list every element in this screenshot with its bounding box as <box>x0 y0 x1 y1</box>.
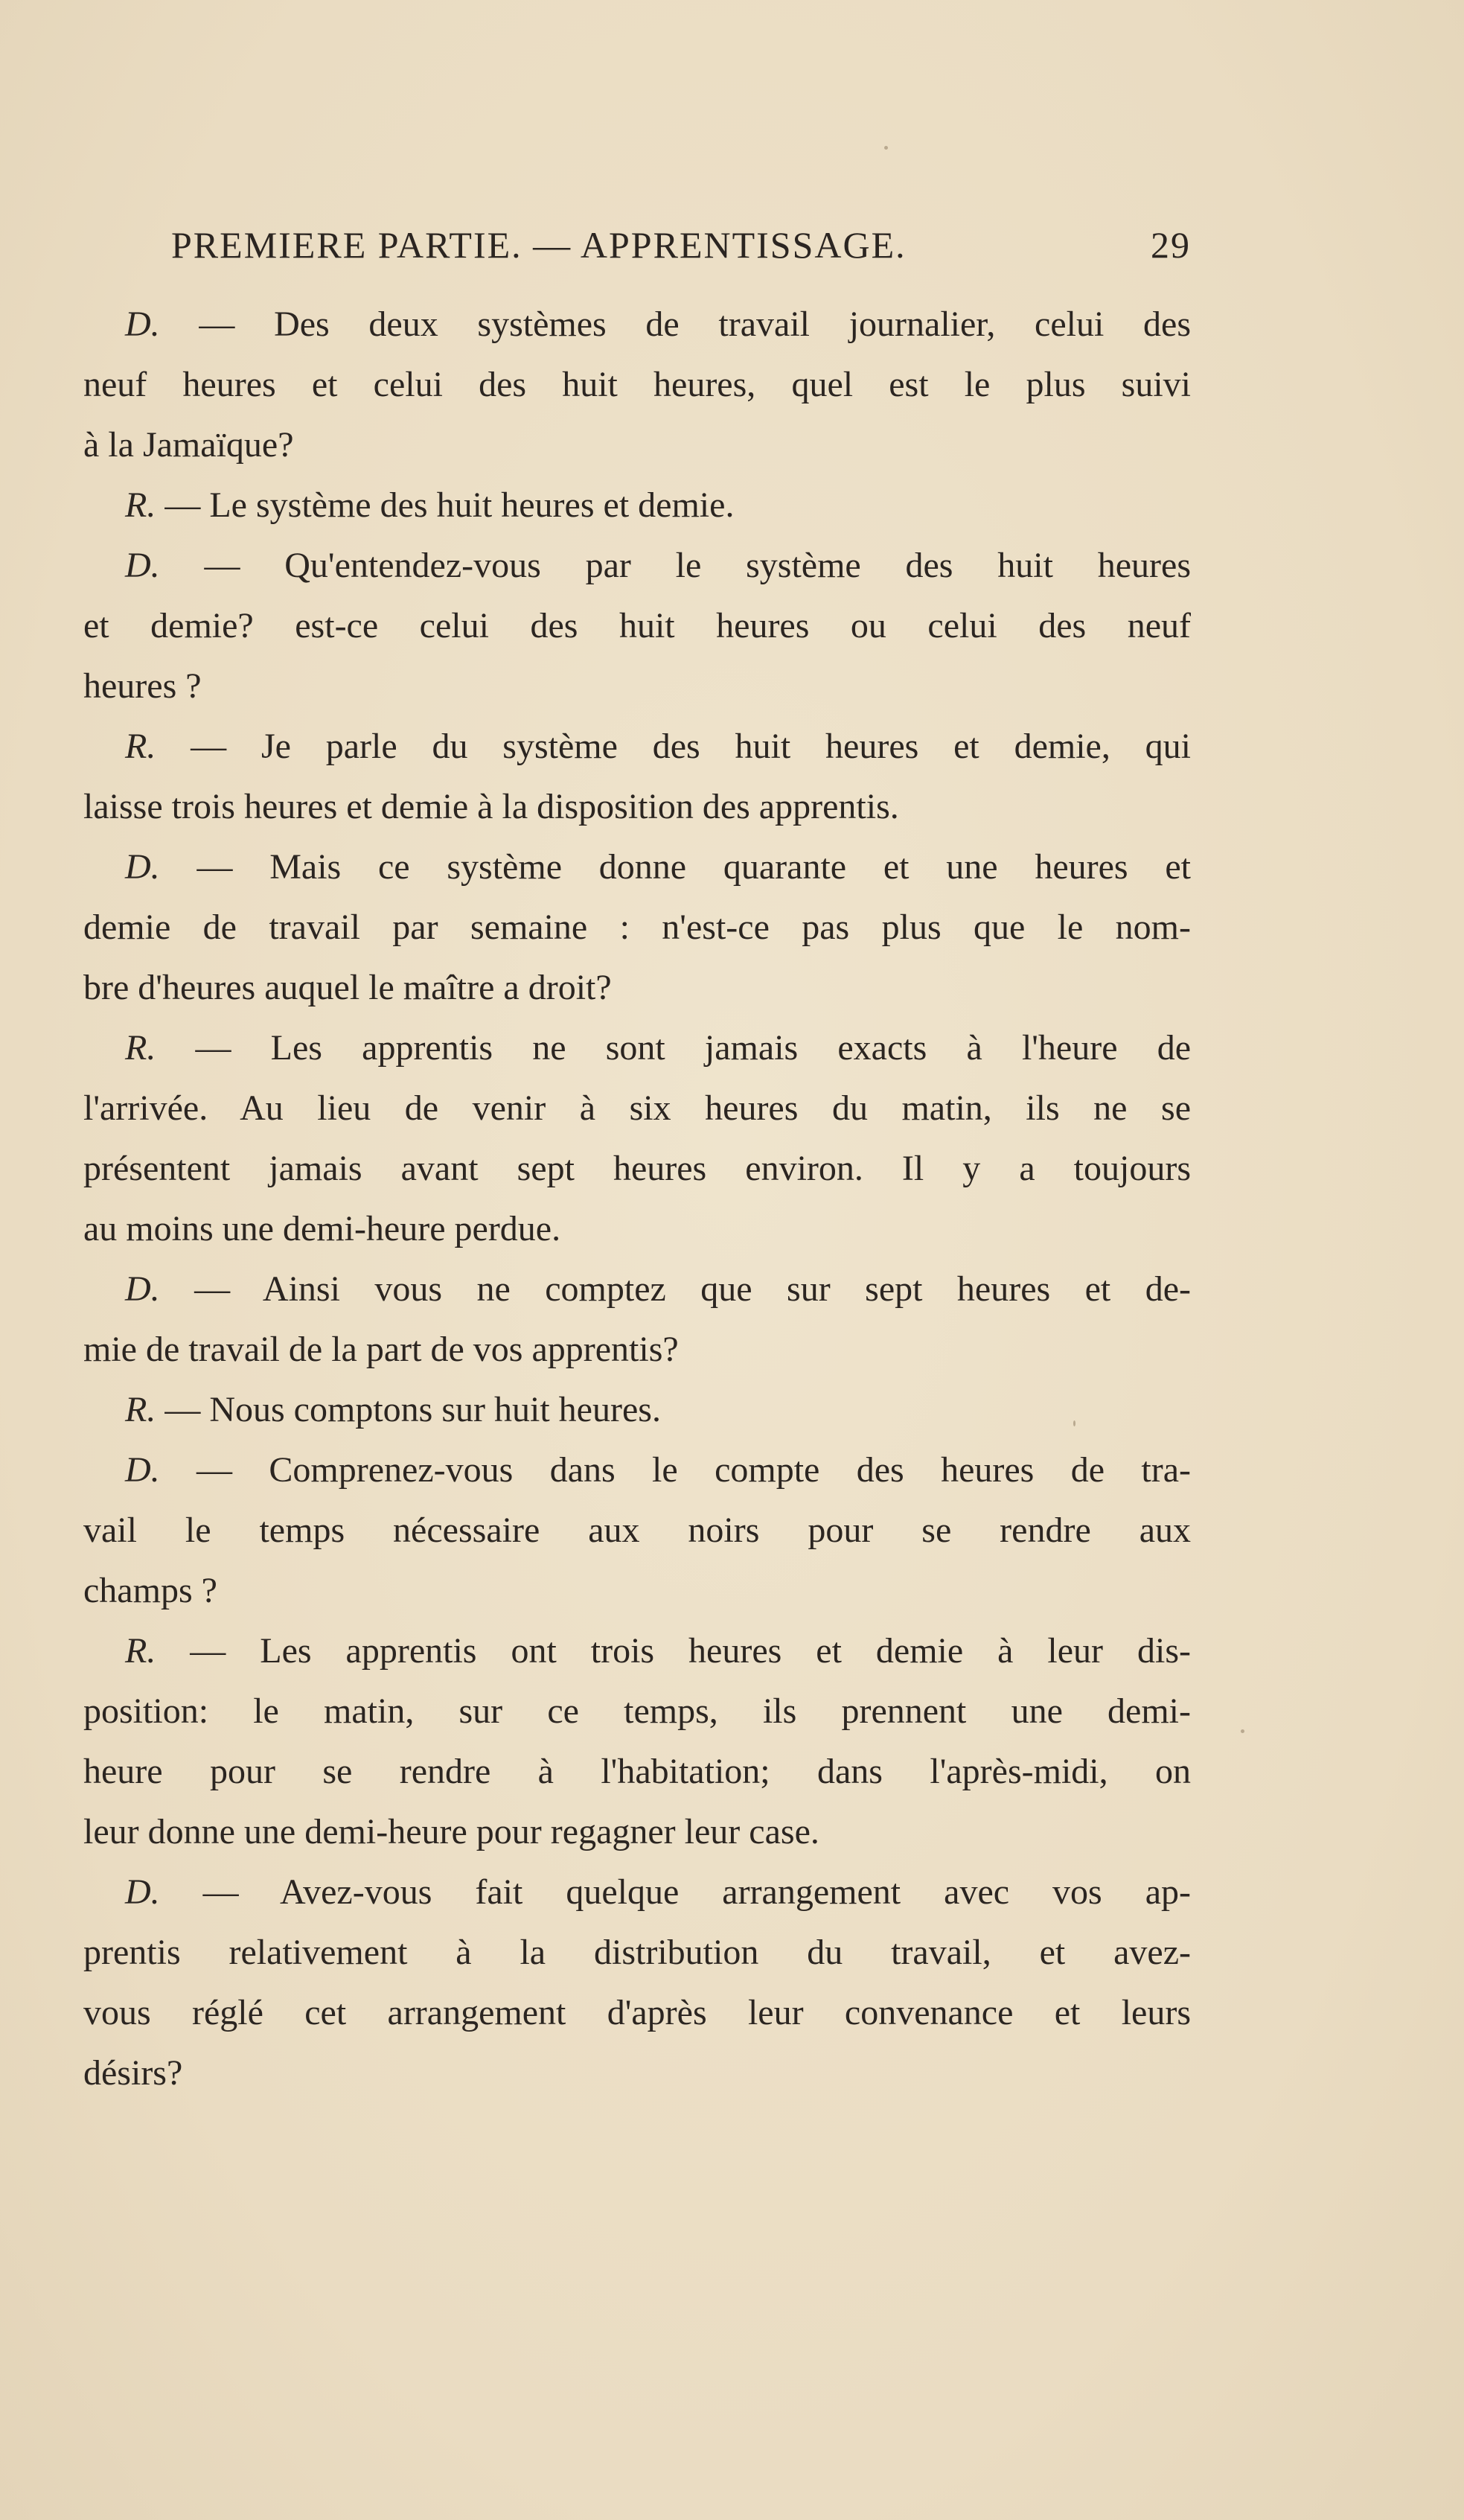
text-line: R. — Nous comptons sur huit heures. <box>125 1390 661 1429</box>
running-header <box>171 223 1191 267</box>
text-line: heure pour se rendre à l'habitation; dans l'après-midi, on <box>83 1752 1191 1791</box>
text-line: D. — Avez-vous fait quelque arrangement avec vos ap- <box>125 1872 1191 1912</box>
text-line: D. — Mais ce système donne quarante et une heures et <box>125 847 1191 887</box>
page-number: 29 <box>1151 224 1191 266</box>
text-line: présentent jamais avant sept heures environ. Il y a toujours <box>83 1149 1191 1188</box>
text-line: D. — Qu'entendez-vous par le système des huit heures <box>125 546 1191 585</box>
text-line: vail le temps nécessaire aux noirs pour se rendre aux <box>83 1511 1191 1550</box>
text-line: leur donne une demi-heure pour regagner leur case. <box>83 1812 819 1851</box>
speaker-label: D. <box>125 847 160 887</box>
text-line: laisse trois heures et demie à la disposition des apprentis. <box>83 787 899 826</box>
paper-speck <box>884 146 888 150</box>
speaker-label: D. <box>125 546 160 585</box>
text-line: R. — Je parle du système des huit heures et demie, qui <box>125 727 1191 766</box>
speaker-label: R. <box>125 1631 156 1671</box>
text-line: à la Jamaïque? <box>83 425 294 465</box>
speaker-label: R. <box>125 1028 156 1068</box>
text-line: demie de travail par semaine : n'est-ce pas plus que le nom- <box>83 907 1191 947</box>
dialogue-text <box>83 294 1191 2103</box>
text-line: R. — Les apprentis ne sont jamais exacts à l'heure de <box>125 1028 1191 1068</box>
running-title: PREMIERE PARTIE. — APPRENTISSAGE. <box>171 224 907 266</box>
text-line: neuf heures et celui des huit heures, quel est le plus suivi <box>83 365 1191 404</box>
text-line: R. — Les apprentis ont trois heures et demie à leur dis- <box>125 1631 1191 1671</box>
text-line: heures ? <box>83 666 202 706</box>
speaker-label: R. <box>125 485 156 525</box>
speaker-label: D. <box>125 1450 160 1490</box>
paper-speck <box>1073 1420 1075 1426</box>
text-line: l'arrivée. Au lieu de venir à six heures du matin, ils ne se <box>83 1088 1191 1128</box>
text-line: champs ? <box>83 1571 217 1610</box>
speaker-label: D. <box>125 1872 160 1912</box>
text-line: au moins une demi-heure perdue. <box>83 1209 561 1248</box>
text-line: D. — Des deux systèmes de travail journalier, celui des <box>125 304 1191 344</box>
text-line: désirs? <box>83 2053 183 2093</box>
speaker-label: D. <box>125 1269 160 1309</box>
text-line: bre d'heures auquel le maître a droit? <box>83 968 612 1007</box>
text-line: position: le matin, sur ce temps, ils prennent une demi- <box>83 1691 1191 1731</box>
speaker-label: R. <box>125 1390 156 1429</box>
text-line: et demie? est-ce celui des huit heures ou celui des neuf <box>83 606 1191 645</box>
speaker-label: D. <box>125 304 160 344</box>
text-line: D. — Ainsi vous ne comptez que sur sept heures et de- <box>125 1269 1191 1309</box>
speaker-label: R. <box>125 727 156 766</box>
text-line: mie de travail de la part de vos apprentis? <box>83 1330 679 1369</box>
paper-speck <box>1241 1729 1244 1733</box>
text-line: D. — Comprenez-vous dans le compte des heures de tra- <box>125 1450 1191 1490</box>
text-line: vous réglé cet arrangement d'après leur convenance et leurs <box>83 1993 1191 2032</box>
text-line: R. — Le système des huit heures et demie. <box>125 485 735 525</box>
text-line: prentis relativement à la distribution du travail, et avez- <box>83 1933 1191 1972</box>
